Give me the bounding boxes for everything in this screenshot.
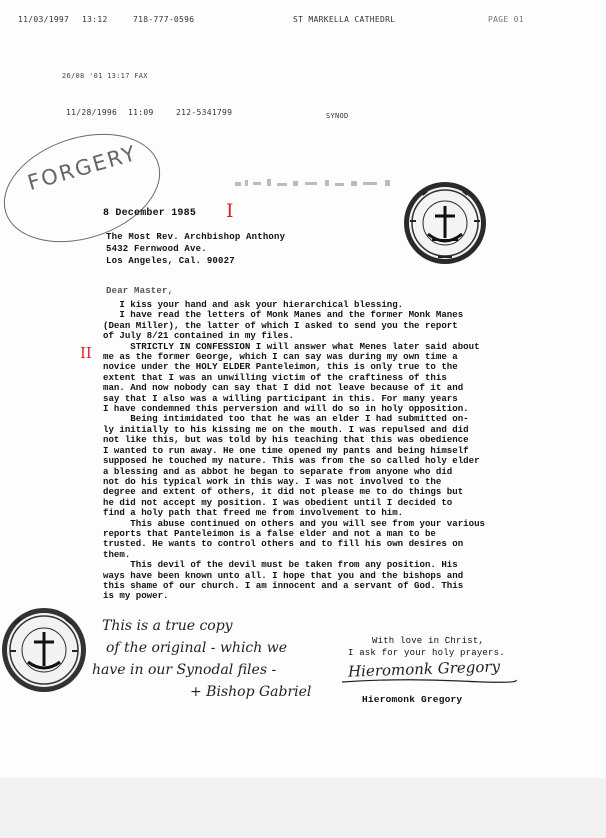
fax-page: PAGE 01 [488, 15, 524, 24]
body-line: not do his typical work in this way. I was not involved to the [103, 475, 442, 487]
fax3-date: 11/28/1996 [66, 108, 118, 117]
body-line: not like this, but was told by his teaching that this was obedience [103, 434, 469, 446]
body-line: extent that I was an unwilling victim of the craftiness of this [103, 371, 447, 383]
fax-header-2: 26/08 '01 13:17 FAX [62, 72, 148, 80]
letter-date: 8 December 1985 [103, 208, 197, 219]
recipient-line-2: 5432 Fernwood Ave. [106, 244, 207, 254]
handwritten-note-line-2: of the original - which we [106, 640, 288, 656]
fax3-phone: 212-5341799 [176, 108, 233, 117]
closing-line-2: I ask for your holy prayers. [348, 648, 505, 658]
signature-underline [340, 676, 520, 686]
fax3-time: 11:09 [128, 108, 154, 117]
body-line: I have read the letters of Monk Manes and the former Monk Manes [103, 309, 464, 321]
body-line: I wanted to run away. He one time opened my pants and being himself [103, 444, 469, 456]
fax3-sender: SYNOD [326, 112, 349, 120]
body-line: This abuse continued on others and you will see from your various [103, 517, 485, 529]
body-line: Being intimidated too that he was an elder I had submitted on- [103, 413, 469, 425]
body-line: me as the former George, which I can say was during my own time a [103, 351, 458, 363]
body-line: ways have been known unto all. I hope that you and the bishops and [103, 569, 464, 581]
body-line: ly initially to his kissing me on the mouth. I was repulsed and did [103, 423, 469, 435]
signature: Hieromonk Gregory [347, 657, 501, 681]
body-line: is my power. [103, 590, 169, 602]
body-line: trusted. He wants to control others and to fill his own desires on [103, 538, 464, 550]
body-line: this shame of our church. I am innocent and a servant of God. This [103, 579, 464, 591]
body-line: I kiss your hand and ask your hierarchical blessing. [103, 299, 404, 310]
letter-body [103, 300, 573, 602]
body-line: degree and extent of others, it did not please me to do things but [103, 486, 464, 498]
closing-line-1: With love in Christ, [372, 636, 485, 646]
red-mark-one: I [226, 200, 234, 222]
church-seal-bottom [2, 600, 94, 700]
recipient-line-1: The Most Rev. Archbishop Anthony [106, 232, 286, 242]
handwritten-note-line-3: have in our Synodal files - [92, 662, 277, 678]
salutation: Dear Master, [106, 286, 174, 296]
body-line: say that I also was a willing participant in this. For many years [103, 392, 458, 404]
body-line: a blessing and as abbot he began to separate from anyone who did [103, 465, 453, 477]
body-line: novice under the HOLY ELDER Panteleimon, this is only true to the [103, 361, 458, 373]
body-line: of July 8/21 contained in my files. [103, 330, 294, 342]
handwritten-note-line-1: This is a true copy [102, 618, 233, 634]
body-line: STRICTLY IN CONFESSION I will answer what Menes later said about [103, 340, 480, 352]
recipient-line-3: Los Angeles, Cal. 90027 [106, 256, 235, 266]
red-mark-two: II [80, 344, 92, 362]
fax-date: 11/03/1997 [18, 15, 70, 24]
body-line: I have condemned this perversion and will do so in holy opposition. [103, 403, 469, 415]
scan-noise [235, 176, 415, 194]
body-line: reports that Panteleimon is a false elder and not a man to be [103, 527, 436, 539]
fax-sender: ST MARKELLA CATHEDRL [293, 15, 396, 24]
scan-bottom-margin [0, 778, 606, 838]
body-line: he did not accept my position. I was obedient until I decided to [103, 496, 453, 508]
fax-time: 13:12 [82, 15, 108, 24]
body-line: supposed he touched my nature. This was from the so called holy elder [103, 455, 480, 467]
body-line: (Dean Miller), the latter of which I asked to send you the report [103, 319, 458, 331]
signature-typed: Hieromonk Gregory [362, 694, 463, 705]
body-line: them. [103, 548, 131, 560]
body-line: man. And now nobody can say that I did not leave because of it and [103, 382, 464, 394]
body-line: find a holy path that freed me from involvement to him. [103, 507, 404, 519]
church-seal-top [402, 180, 488, 266]
forgery-annotation: FORGERY [24, 140, 140, 196]
body-line: This devil of the devil must be taken from any position. His [103, 559, 458, 571]
handwritten-note-line-4: + Bishop Gabriel [190, 684, 312, 700]
fax-phone: 718-777-0596 [133, 15, 195, 24]
